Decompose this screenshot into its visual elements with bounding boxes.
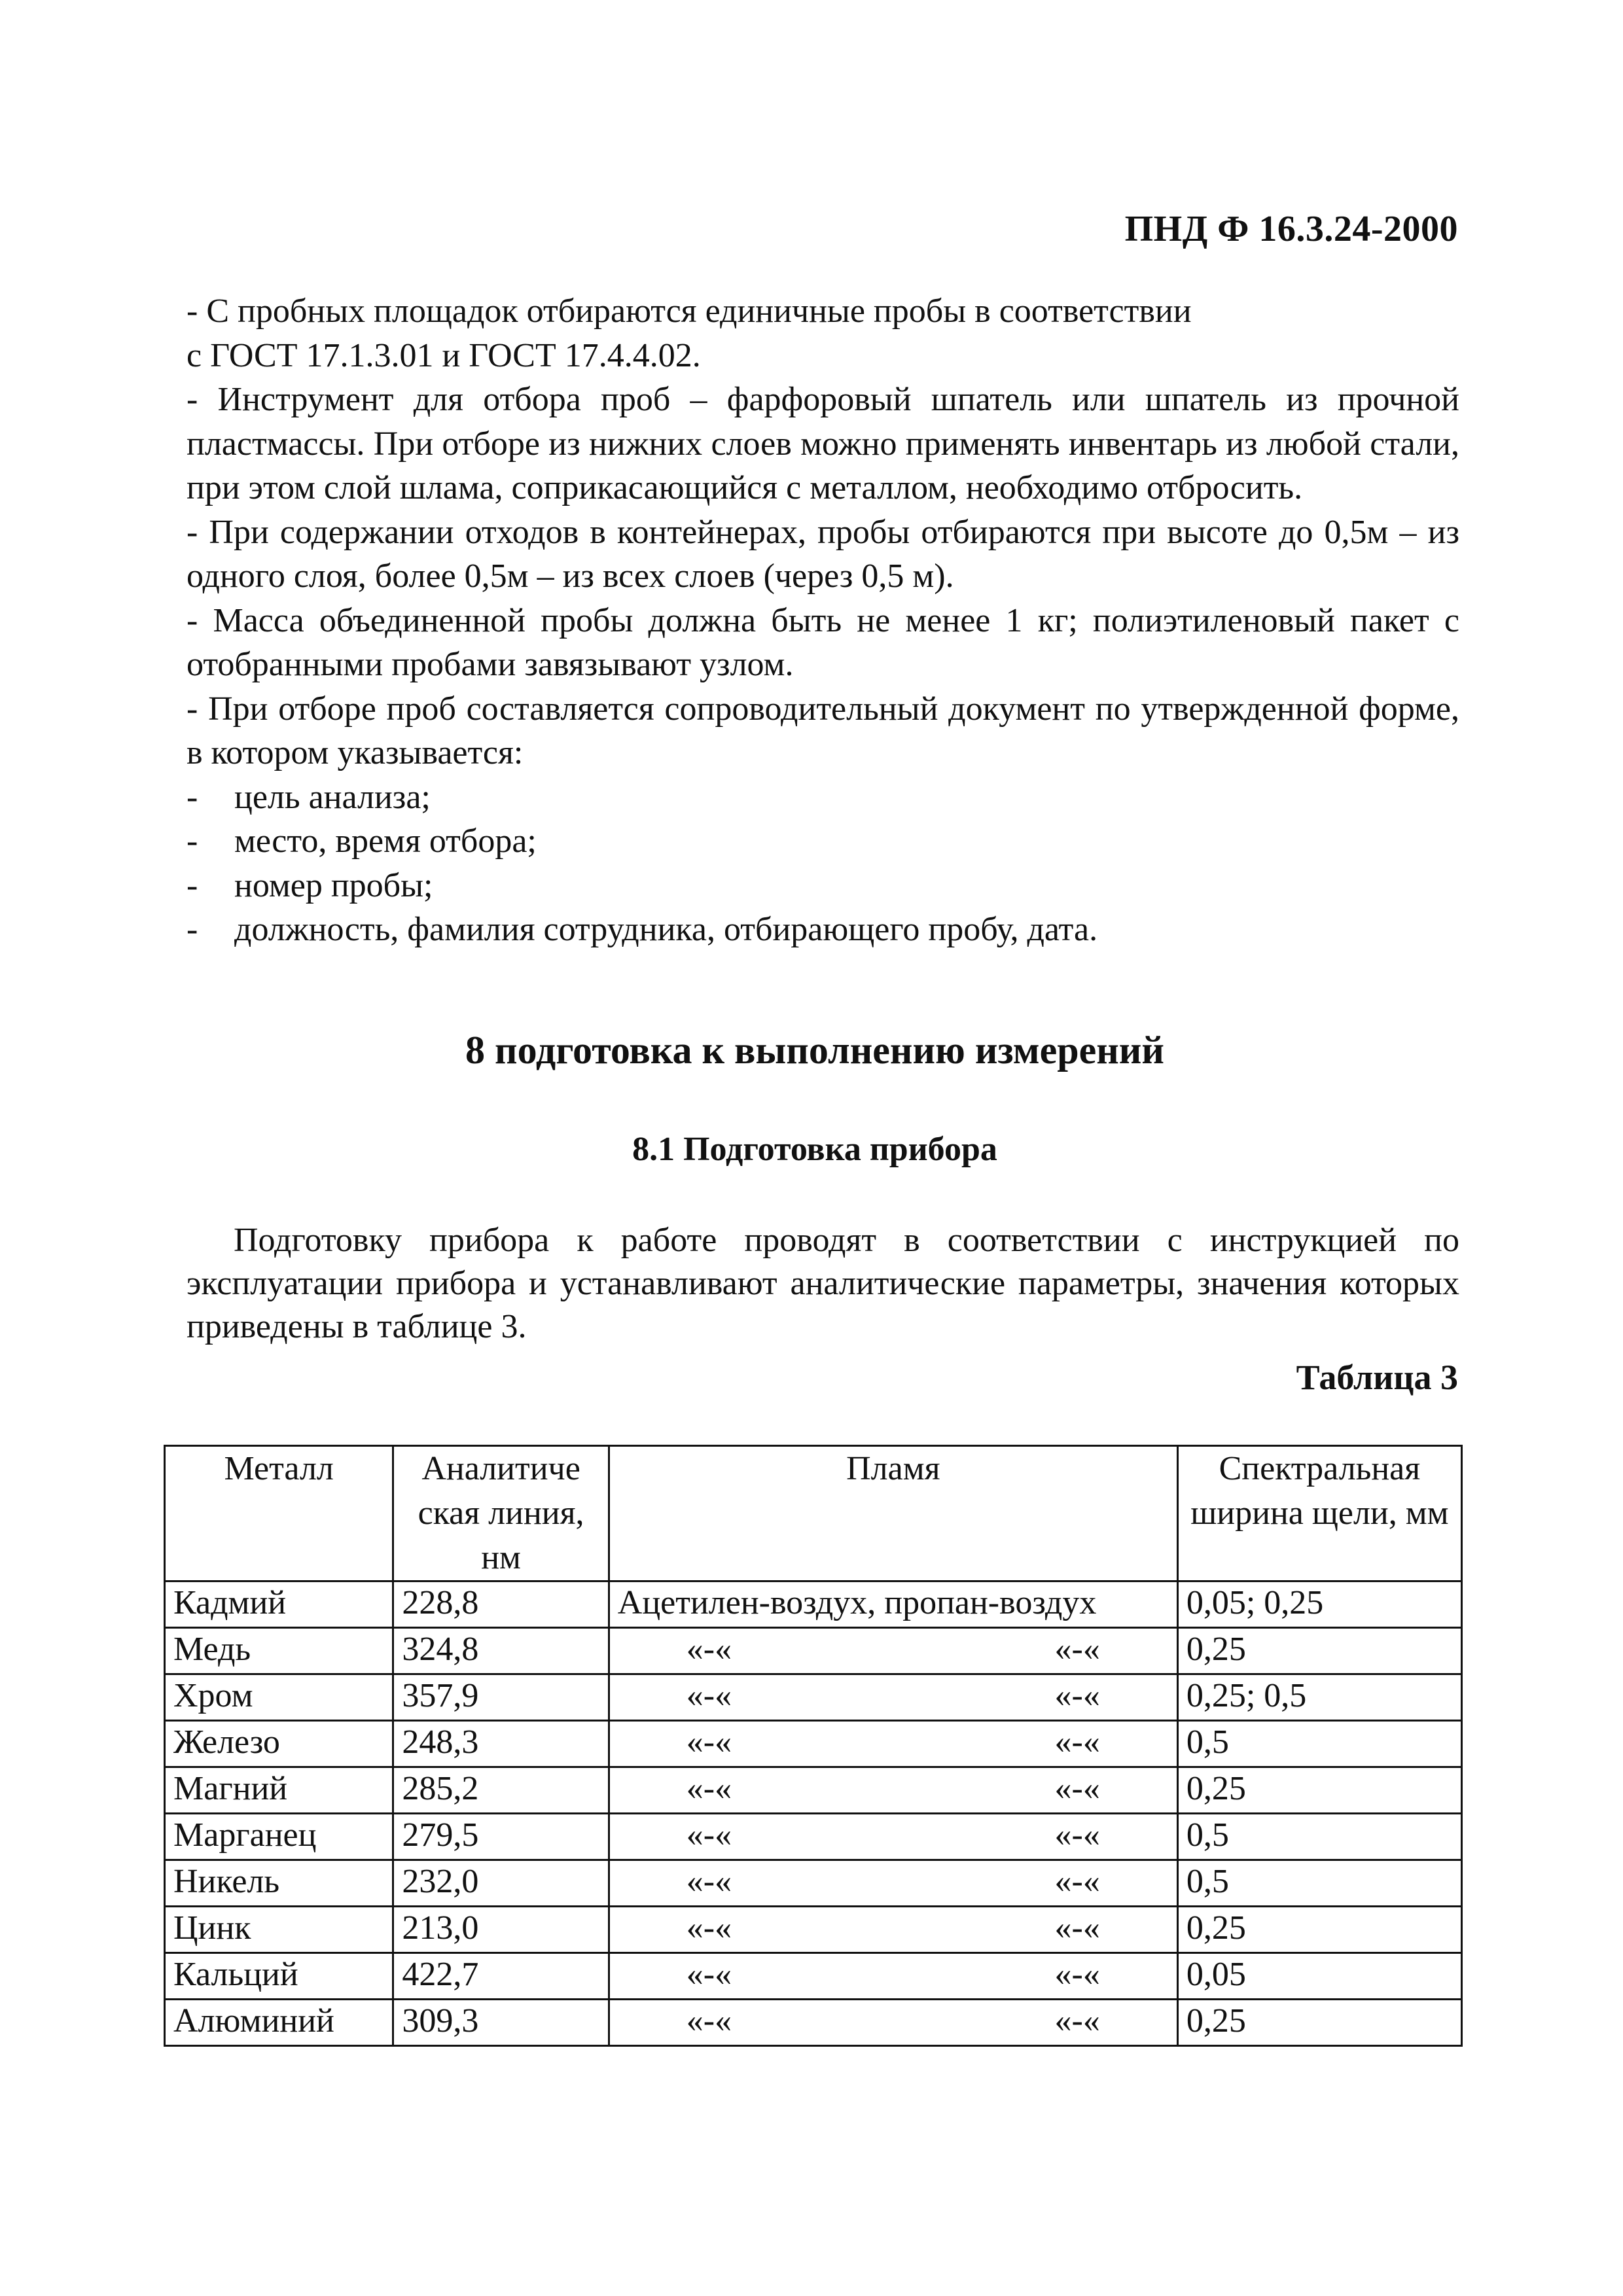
cell-slit-width: 0,25 — [1177, 1628, 1461, 1674]
section-heading: 8 подготовка к выполнению измерений — [465, 1029, 1164, 1072]
cell-metal: Кадмий — [165, 1581, 393, 1628]
ditto-mark-right: «-« — [1054, 1770, 1100, 1807]
ditto-mark-left: «-« — [686, 1770, 732, 1807]
ditto-marks — [618, 1861, 1169, 1903]
ditto-mark-left: «-« — [686, 1956, 732, 1993]
cell-flame — [609, 1721, 1177, 1767]
paragraph-line: с ГОСТ 17.1.3.01 и ГОСТ 17.4.4.02. — [187, 336, 701, 374]
cell-metal: Цинк — [165, 1907, 393, 1953]
cell-slit-width: 0,25 — [1177, 2000, 1461, 2046]
list-dash: - — [187, 866, 198, 904]
paragraph-container-sampling: - При содержании отходов в контейнерах, пробы отбираются при высоте до 0,5м – из одного слоя, более 0,5м – из всех слоев (через 0,5 м). — [187, 513, 1459, 595]
ditto-marks — [618, 1768, 1169, 1810]
cell-analytical-line: 324,8 — [393, 1628, 609, 1674]
cell-metal: Хром — [165, 1674, 393, 1721]
ditto-mark-right: «-« — [1054, 1956, 1100, 1993]
column-header-metal: Металл — [165, 1446, 393, 1581]
table-row — [165, 1581, 1462, 1628]
cell-metal: Медь — [165, 1628, 393, 1674]
column-header-analytical-line: Аналитиче ская линия, нм — [393, 1446, 609, 1581]
cell-slit-width: 0,25 — [1177, 1907, 1461, 1953]
cell-analytical-line: 357,9 — [393, 1674, 609, 1721]
cell-slit-width: 0,5 — [1177, 1814, 1461, 1860]
sampling-instructions — [187, 289, 1459, 952]
ditto-mark-left: «-« — [686, 1723, 732, 1761]
ditto-mark-right: «-« — [1054, 1677, 1100, 1714]
cell-flame — [609, 1907, 1177, 1953]
paragraph-line: - С пробных площадок отбираются единичные пробы в соответствии — [187, 292, 1192, 330]
subsection-heading: 8.1 Подготовка прибора — [632, 1131, 997, 1168]
cell-slit-width: 0,5 — [1177, 1860, 1461, 1907]
ditto-mark-right: «-« — [1054, 1909, 1100, 1947]
document-code: ПНД Ф 16.3.24-2000 — [1124, 209, 1458, 249]
cell-analytical-line: 422,7 — [393, 1953, 609, 2000]
cell-slit-width: 0,05; 0,25 — [1177, 1581, 1461, 1628]
cell-flame — [609, 1628, 1177, 1674]
cell-analytical-line: 228,8 — [393, 1581, 609, 1628]
cell-analytical-line: 248,3 — [393, 1721, 609, 1767]
ditto-mark-right: «-« — [1054, 1631, 1100, 1668]
cell-analytical-line: 213,0 — [393, 1907, 609, 1953]
table-row — [165, 1907, 1462, 1953]
list-item-text: место, время отбора; — [234, 822, 537, 860]
cell-flame — [609, 1767, 1177, 1814]
paragraph-sampling-sites — [187, 289, 1459, 378]
ditto-marks — [618, 1629, 1169, 1670]
cell-analytical-line: 309,3 — [393, 2000, 609, 2046]
list-item-text: цель анализа; — [234, 778, 431, 816]
cell-analytical-line: 232,0 — [393, 1860, 609, 1907]
ditto-mark-left: «-« — [686, 1677, 732, 1714]
list-item — [187, 864, 1459, 908]
ditto-mark-right: «-« — [1054, 2002, 1100, 2040]
list-item — [187, 775, 1459, 820]
table-row — [165, 1674, 1462, 1721]
paragraph-sampling-tool: - Инструмент для отбора проб – фарфоровый шпатель или шпатель из прочной пластмассы. При отборе из нижних слоев можно применять инвентарь из любой стали, при этом слой шлама, соприкасающийся с металлом, необходимо отбросить. — [187, 381, 1459, 506]
cell-metal: Марганец — [165, 1814, 393, 1860]
paragraph-accompanying-document: - При отборе проб составляется сопроводительный документ по утвержденной форме, в котором указывается: — [187, 690, 1459, 771]
table-row — [165, 2000, 1462, 2046]
paragraph-sample-mass: - Масса объединенной пробы должна быть не менее 1 кг; полиэтиленовый пакет с отобранными пробами завязывают узлом. — [187, 601, 1459, 683]
table-row — [165, 1721, 1462, 1767]
list-item — [187, 819, 1459, 864]
table-row — [165, 1814, 1462, 1860]
cell-analytical-line: 285,2 — [393, 1767, 609, 1814]
list-item-text: номер пробы; — [234, 866, 433, 904]
ditto-mark-left: «-« — [686, 1863, 732, 1900]
ditto-marks — [618, 1675, 1169, 1717]
cell-metal: Никель — [165, 1860, 393, 1907]
cell-slit-width: 0,5 — [1177, 1721, 1461, 1767]
cell-flame — [609, 2000, 1177, 2046]
cell-metal: Магний — [165, 1767, 393, 1814]
cell-flame — [609, 1814, 1177, 1860]
column-header-slit-width: Спектральная ширина щели, мм — [1177, 1446, 1461, 1581]
cell-flame — [609, 1674, 1177, 1721]
table-header-row — [165, 1446, 1462, 1581]
table-row — [165, 1860, 1462, 1907]
cell-metal: Кальций — [165, 1953, 393, 2000]
list-item — [187, 908, 1459, 952]
cell-slit-width: 0,25 — [1177, 1767, 1461, 1814]
table-caption: Таблица 3 — [1296, 1358, 1458, 1397]
flame-text: Ацетилен-воздух, пропан-воздух — [617, 1584, 1097, 1621]
ditto-mark-right: «-« — [1054, 1863, 1100, 1900]
list-dash: - — [187, 822, 198, 860]
ditto-mark-left: «-« — [686, 2002, 732, 2040]
column-header-flame: Пламя — [609, 1446, 1177, 1581]
ditto-marks — [618, 1814, 1169, 1856]
list-item-text: должность, фамилия сотрудника, отбирающего пробу, дата. — [234, 911, 1098, 948]
ditto-mark-left: «-« — [686, 1816, 732, 1854]
list-dash: - — [187, 778, 198, 816]
document-fields-list — [187, 775, 1459, 952]
cell-slit-width: 0,25; 0,5 — [1177, 1674, 1461, 1721]
section-intro-paragraph: Подготовку прибора к работе проводят в соответствии с инструкцией по эксплуатации прибора и устанавливают аналитические параметры, значения которых приведены в таблице 3. — [187, 1222, 1459, 1345]
ditto-marks — [618, 2000, 1169, 2042]
cell-flame — [609, 1860, 1177, 1907]
list-dash: - — [187, 911, 198, 948]
cell-metal: Железо — [165, 1721, 393, 1767]
ditto-mark-left: «-« — [686, 1909, 732, 1947]
ditto-marks — [618, 1907, 1169, 1949]
cell-analytical-line: 279,5 — [393, 1814, 609, 1860]
analytical-parameters-table — [164, 1445, 1463, 2047]
ditto-mark-right: «-« — [1054, 1816, 1100, 1854]
table-row — [165, 1767, 1462, 1814]
ditto-marks — [618, 1722, 1169, 1763]
ditto-mark-right: «-« — [1054, 1723, 1100, 1761]
table-row — [165, 1628, 1462, 1674]
cell-slit-width: 0,05 — [1177, 1953, 1461, 2000]
cell-flame — [609, 1953, 1177, 2000]
table-row — [165, 1953, 1462, 2000]
ditto-marks — [618, 1954, 1169, 1996]
cell-metal: Алюминий — [165, 2000, 393, 2046]
cell-flame — [609, 1581, 1177, 1628]
ditto-mark-left: «-« — [686, 1631, 732, 1668]
